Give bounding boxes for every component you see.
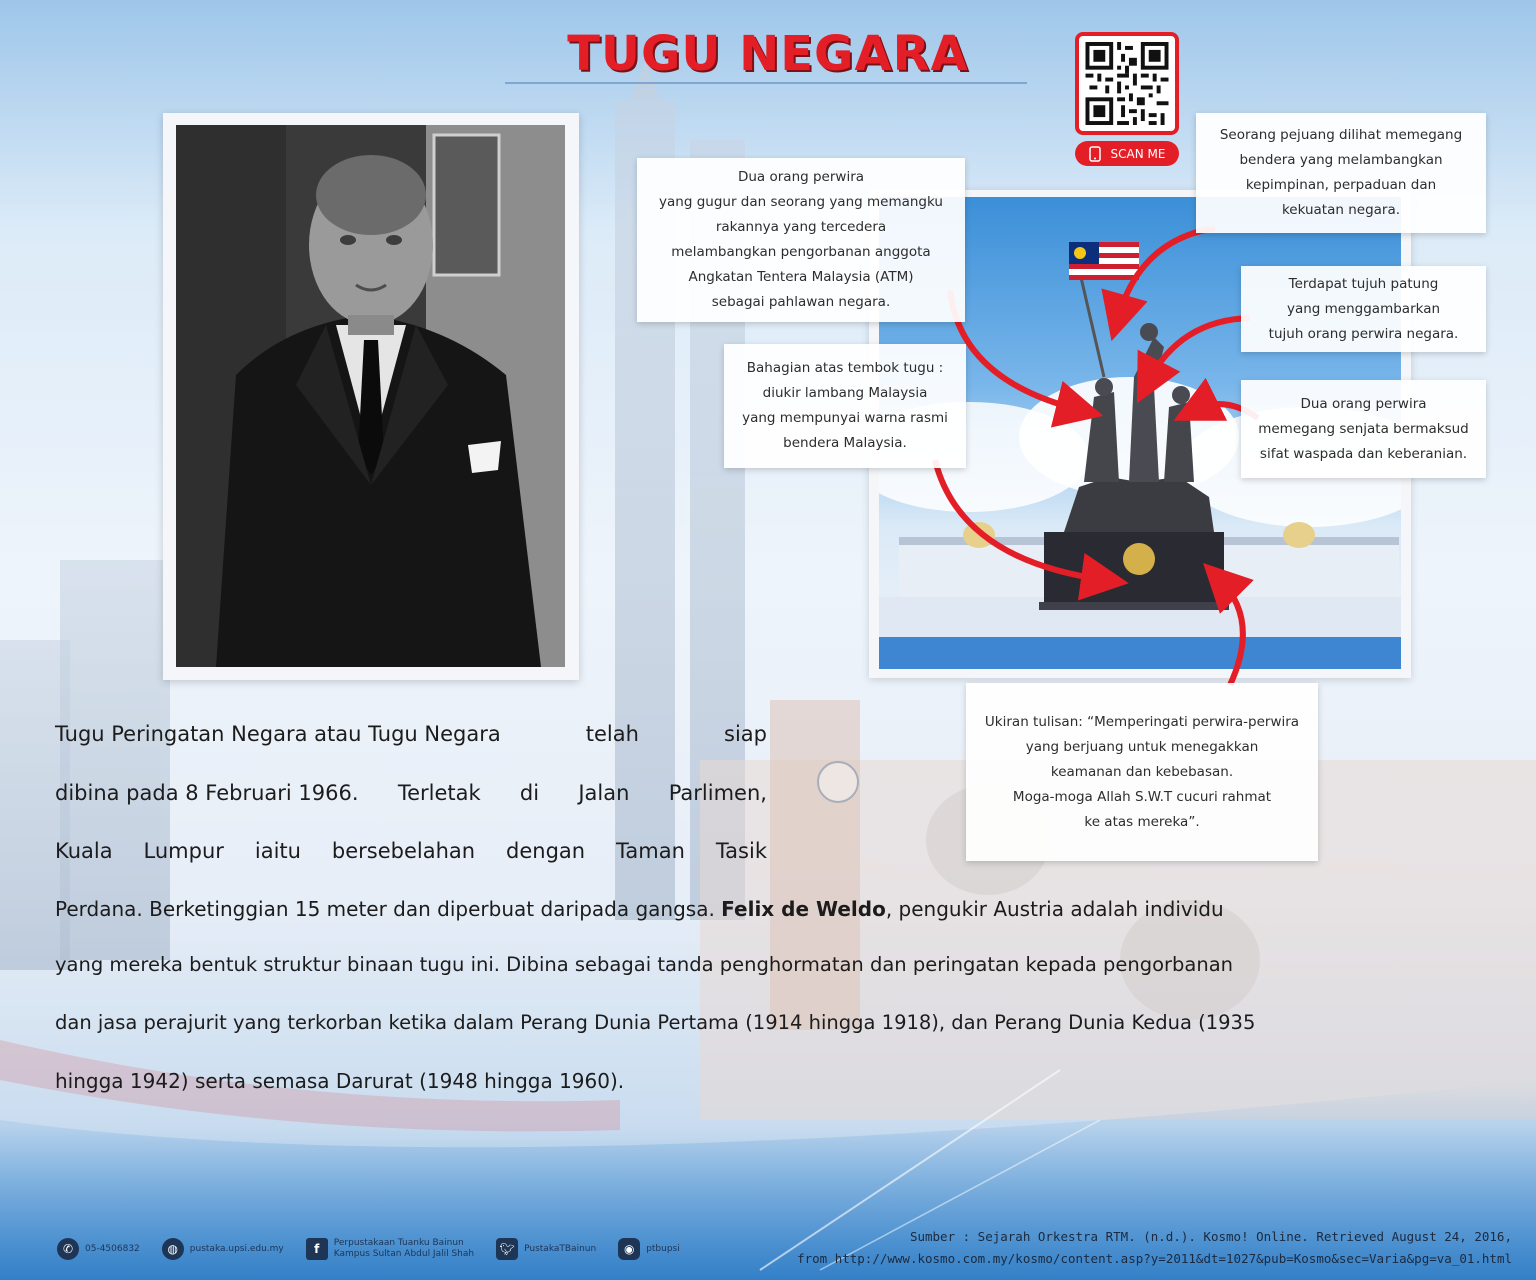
body-line-3 [55,839,767,863]
body-word: Tugu Peringatan Negara atau Tugu Negara [55,722,501,746]
body-line-4 [55,897,1485,921]
body-word: telah [585,722,639,746]
portrait-photo [176,125,565,667]
callout-line: kepimpinan, perpaduan dan [1245,177,1437,193]
callout-line: kekuatan negara. [1281,202,1401,218]
callout-line: Bahagian atas tembok tugu : [746,360,944,376]
callout-line: Seorang pejuang dilihat memegang [1219,127,1463,143]
callout-line: yang gugur dan seorang yang memangku [659,194,943,210]
phone-icon [1089,146,1101,162]
body-word: iaitu [254,839,301,863]
body-word: Kuala [55,839,113,863]
qr-code[interactable] [1075,32,1179,135]
twitter-handle: PustakaTBainun [524,1244,597,1254]
callout-line: yang menggambarkan [1286,300,1441,317]
callout-line: keamanan dan kebebasan. [1050,763,1234,780]
body-line-6: dan jasa perajurit yang terkorban ketika dalam Perang Dunia Pertama (1914 hingga 1918), dan Perang Dunia Kedua (1935 [55,1011,1256,1034]
instagram-icon: ◉ [618,1238,640,1260]
facebook-icon: f [306,1238,328,1260]
callout-inscription [966,683,1318,861]
body-line-1 [55,722,767,746]
callout-line: Terdapat tujuh patung [1288,275,1439,292]
callout-line: melambangkan pengorbanan anggota [671,244,931,260]
body-word: dibina pada 8 Februari 1966. [55,781,359,805]
qr-pattern-icon [1085,42,1169,125]
body-word: Terletak [397,781,481,805]
callout-line: tujuh orang perwira negara. [1268,325,1459,342]
callout-fallen-warriors [637,158,965,322]
callout-line: sebagai pahlawan negara. [711,294,891,310]
callout-line: ke atas mereka”. [1084,813,1200,830]
malaysia-flag-icon [1069,242,1139,280]
body-word: siap [724,722,767,746]
callout-line: memegang senjata bermaksud [1258,420,1469,437]
callout-line: Angkatan Tentera Malaysia (ATM) [688,269,914,285]
callout-line: sifat waspada dan keberanian. [1259,445,1468,462]
callout-line: yang mempunyai warna rasmi [742,410,948,426]
callout-seven-statues [1241,266,1486,352]
callout-armed-warriors [1241,380,1486,478]
callout-line: Dua orang perwira [1300,395,1427,412]
website-link: pustaka.upsi.edu.my [189,1244,284,1254]
body-word: Jalan [578,781,630,805]
callout-line: rakannya yang tercedera [715,219,887,235]
facebook-line: Kampus Sultan Abdul Jalil Shah [333,1249,475,1259]
twitter-icon: 🐦︎ [496,1238,518,1260]
footer-instagram[interactable] [618,1238,680,1260]
phone-number: 05-4506832 [85,1244,140,1254]
callout-line: diukir lambang Malaysia [762,385,928,401]
body-text-segment: Perdana. Berketinggian 15 meter dan diperbuat daripada gangsa. [55,897,722,921]
sculptor-name: Felix de Weldo [721,897,886,921]
title-underline [505,82,1027,84]
body-line-7: hingga 1942) serta semasa Darurat (1948 hingga 1960). [55,1069,625,1093]
page-title: TUGU NEGARA [567,26,969,82]
callout-line: yang berjuang untuk menegakkan [1025,738,1259,755]
footer-phone[interactable] [57,1238,140,1260]
phone-icon: ✆ [57,1238,79,1260]
source-line-2[interactable]: from http://www.kosmo.com.my/kosmo/content.asp?y=2011&dt=1027&pub=Kosmo&sec=Varia&pg=va_01.html [797,1251,1512,1266]
callout-line: bendera yang melambangkan [1239,152,1443,168]
portrait-frame [163,113,579,680]
callout-line: Dua orang perwira [737,169,865,185]
callout-line: bendera Malaysia. [783,435,907,451]
body-word: Lumpur [143,839,224,863]
body-word: dengan [506,839,586,863]
callout-flag-bearer [1196,113,1486,233]
body-line-2 [55,781,767,805]
source-line-1: Sumber : Sejarah Orkestra RTM. (n.d.). Kosmo! Online. Retrieved August 24, 2016, [909,1229,1512,1244]
body-word: Tasik [715,839,767,863]
instagram-handle: ptbupsi [646,1244,680,1254]
footer-facebook[interactable] [306,1238,474,1260]
body-line-5: yang mereka bentuk struktur binaan tugu ini. Dibina sebagai tanda penghormatan dan peringatan kepada pengorbanan [55,953,1234,976]
globe-icon: ◍ [162,1238,184,1260]
facebook-label [334,1238,474,1260]
body-word: Taman [616,839,685,863]
footer-website[interactable] [162,1238,284,1260]
facebook-line: Perpustakaan Tuanku Bainun [333,1238,464,1248]
footer-contacts [57,1238,680,1260]
callout-line: Ukiran tulisan: “Memperingati perwira-perwira [984,713,1300,730]
scan-me-label: SCAN ME [1110,146,1166,161]
body-word: di [519,781,540,805]
scan-me-button[interactable] [1075,141,1179,166]
body-text-segment: , pengukir Austria adalah individu [885,897,1224,921]
body-word: bersebelahan [331,839,476,863]
footer-twitter[interactable] [496,1238,596,1260]
callout-line: Moga-moga Allah S.W.T cucuri rahmat [1012,788,1272,805]
body-word: Parlimen, [668,781,767,805]
callout-coat-of-arms [724,344,966,468]
